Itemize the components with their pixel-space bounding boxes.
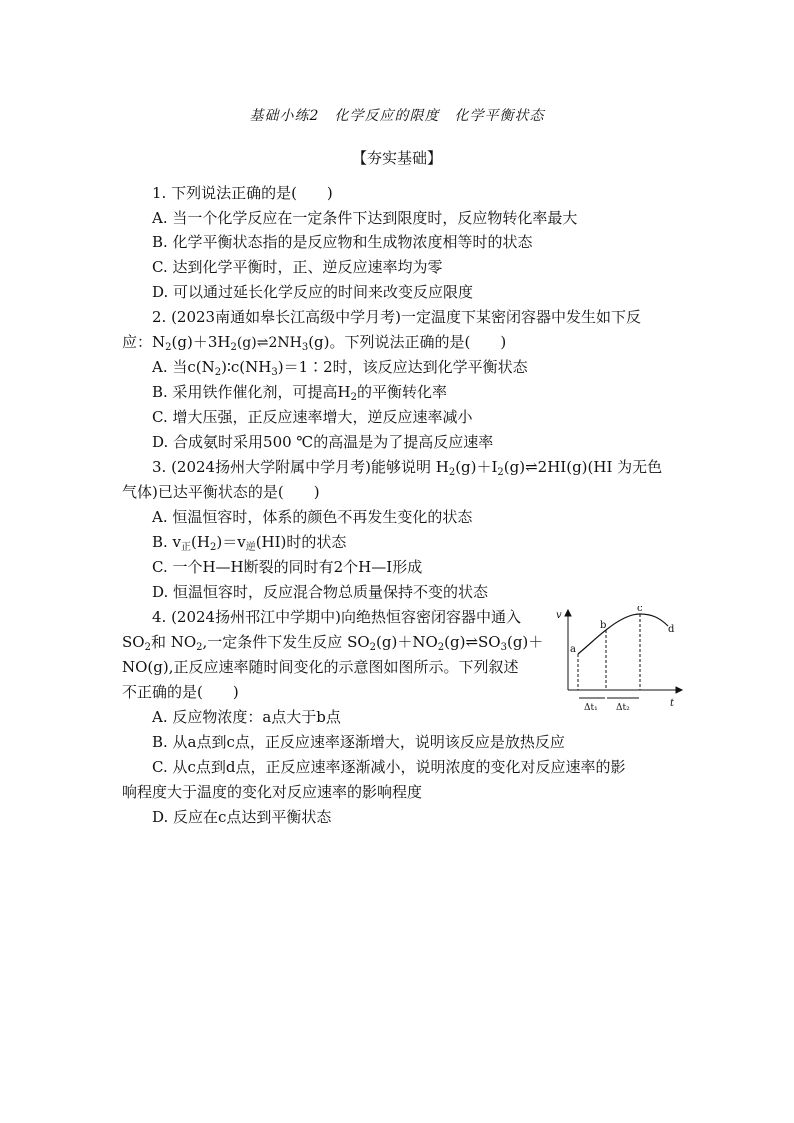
y-axis-arrow [565, 610, 571, 616]
rate-time-chart [556, 606, 686, 716]
q4-option-c-line2: 响程度大于温度的变化对反应速率的影响程度 [122, 783, 423, 801]
q4-stem-line1: 4. (2024扬州邗江中学期中)向绝热恒容密闭容器中通入 [152, 608, 521, 626]
point-label-d: d [668, 624, 675, 635]
q1-option-b: B. 化学平衡状态指的是反应物和生成物浓度相等时的状态 [152, 233, 533, 251]
page-title: 基础小练2 化学反应的限度 化学平衡状态 [249, 108, 545, 124]
q4-stem-line4: 不正确的是( ) [122, 683, 239, 701]
q2-stem-line2: 应：$N_2(g)+3H_2(g)\rightleftharpoons 2NH_3(g)$。下列说法正确的是( ) [122, 333, 507, 353]
section-heading: 【夯实基础】 [351, 149, 442, 167]
q3-option-d: D. 恒温恒容时，反应混合物总质量保持不变的状态 [152, 583, 489, 601]
point-label-a: a [570, 644, 576, 655]
q2-option-a: A. 当$c(N_2)∶c(NH_3)=1∶2$时，该反应达到化学平衡状态 [152, 358, 528, 378]
point-label-c: c [637, 606, 643, 614]
x-axis-arrow [676, 687, 682, 693]
q1-option-c: C. 达到化学平衡时，正、逆反应速率均为零 [152, 258, 443, 276]
interval-label-2: Δt₂ [616, 703, 630, 713]
q3-option-a: A. 恒温恒容时，体系的颜色不再发生变化的状态 [152, 508, 473, 526]
q4-option-a: A. 反应物浓度：a点大于b点 [152, 708, 341, 726]
q4-option-c-line1: C. 从c点到d点，正反应速率逐渐减小，说明浓度的变化对反应速率的影 [152, 758, 626, 776]
rate-curve [578, 614, 668, 654]
x-axis-label: t [670, 698, 675, 709]
q2-stem-line1: 2. (2023南通如皋长江高级中学月考)一定温度下某密闭容器中发生如下反 [152, 308, 641, 326]
q1-option-d: D. 可以通过延长化学反应的时间来改变反应限度 [152, 283, 474, 301]
q4-option-d: D. 反应在c点达到平衡状态 [152, 808, 332, 826]
q2-option-c: C. 增大压强，正反应速率增大，逆反应速率减小 [152, 408, 473, 426]
q3-stem-line2: 气体)已达平衡状态的是( ) [122, 483, 320, 501]
q3-option-b: B. $v_正(H_2)=v_逆(HI)$时的状态 [152, 533, 347, 553]
interval-label-1: Δt₁ [584, 703, 598, 713]
y-axis-label: v [556, 610, 562, 621]
q1-stem: 1. 下列说法正确的是( ) [152, 184, 333, 202]
q4-stem-line3: NO(g),正反应速率随时间变化的示意图如图所示。下列叙述 [122, 658, 519, 676]
q2-option-b: B. 采用铁作催化剂，可提高$H_2$的平衡转化率 [152, 383, 448, 403]
q4-stem-line2: $SO_2$和 $NO_2$,一定条件下发生反应 $SO_2(g)+NO_2(g)\rightleftharpoons SO_3(g)+$ [122, 633, 544, 653]
point-label-b: b [600, 620, 607, 631]
q3-stem-line1: 3. (2024扬州大学附属中学月考)能够说明 $H_2(g)+I_2(g)\rightleftharpoons 2HI(g)(HI$ 为无色 [152, 458, 663, 478]
q2-option-d: D. 合成氨时采用500 ℃的高温是为了提高反应速率 [152, 433, 494, 451]
q1-option-a: A. 当一个化学反应在一定条件下达到限度时，反应物转化率最大 [152, 209, 578, 227]
q4-option-b: B. 从a点到c点，正反应速率逐渐增大，说明该反应是放热反应 [152, 733, 565, 751]
q3-option-c: C. 一个H—H断裂的同时有2个H—I形成 [152, 558, 423, 576]
